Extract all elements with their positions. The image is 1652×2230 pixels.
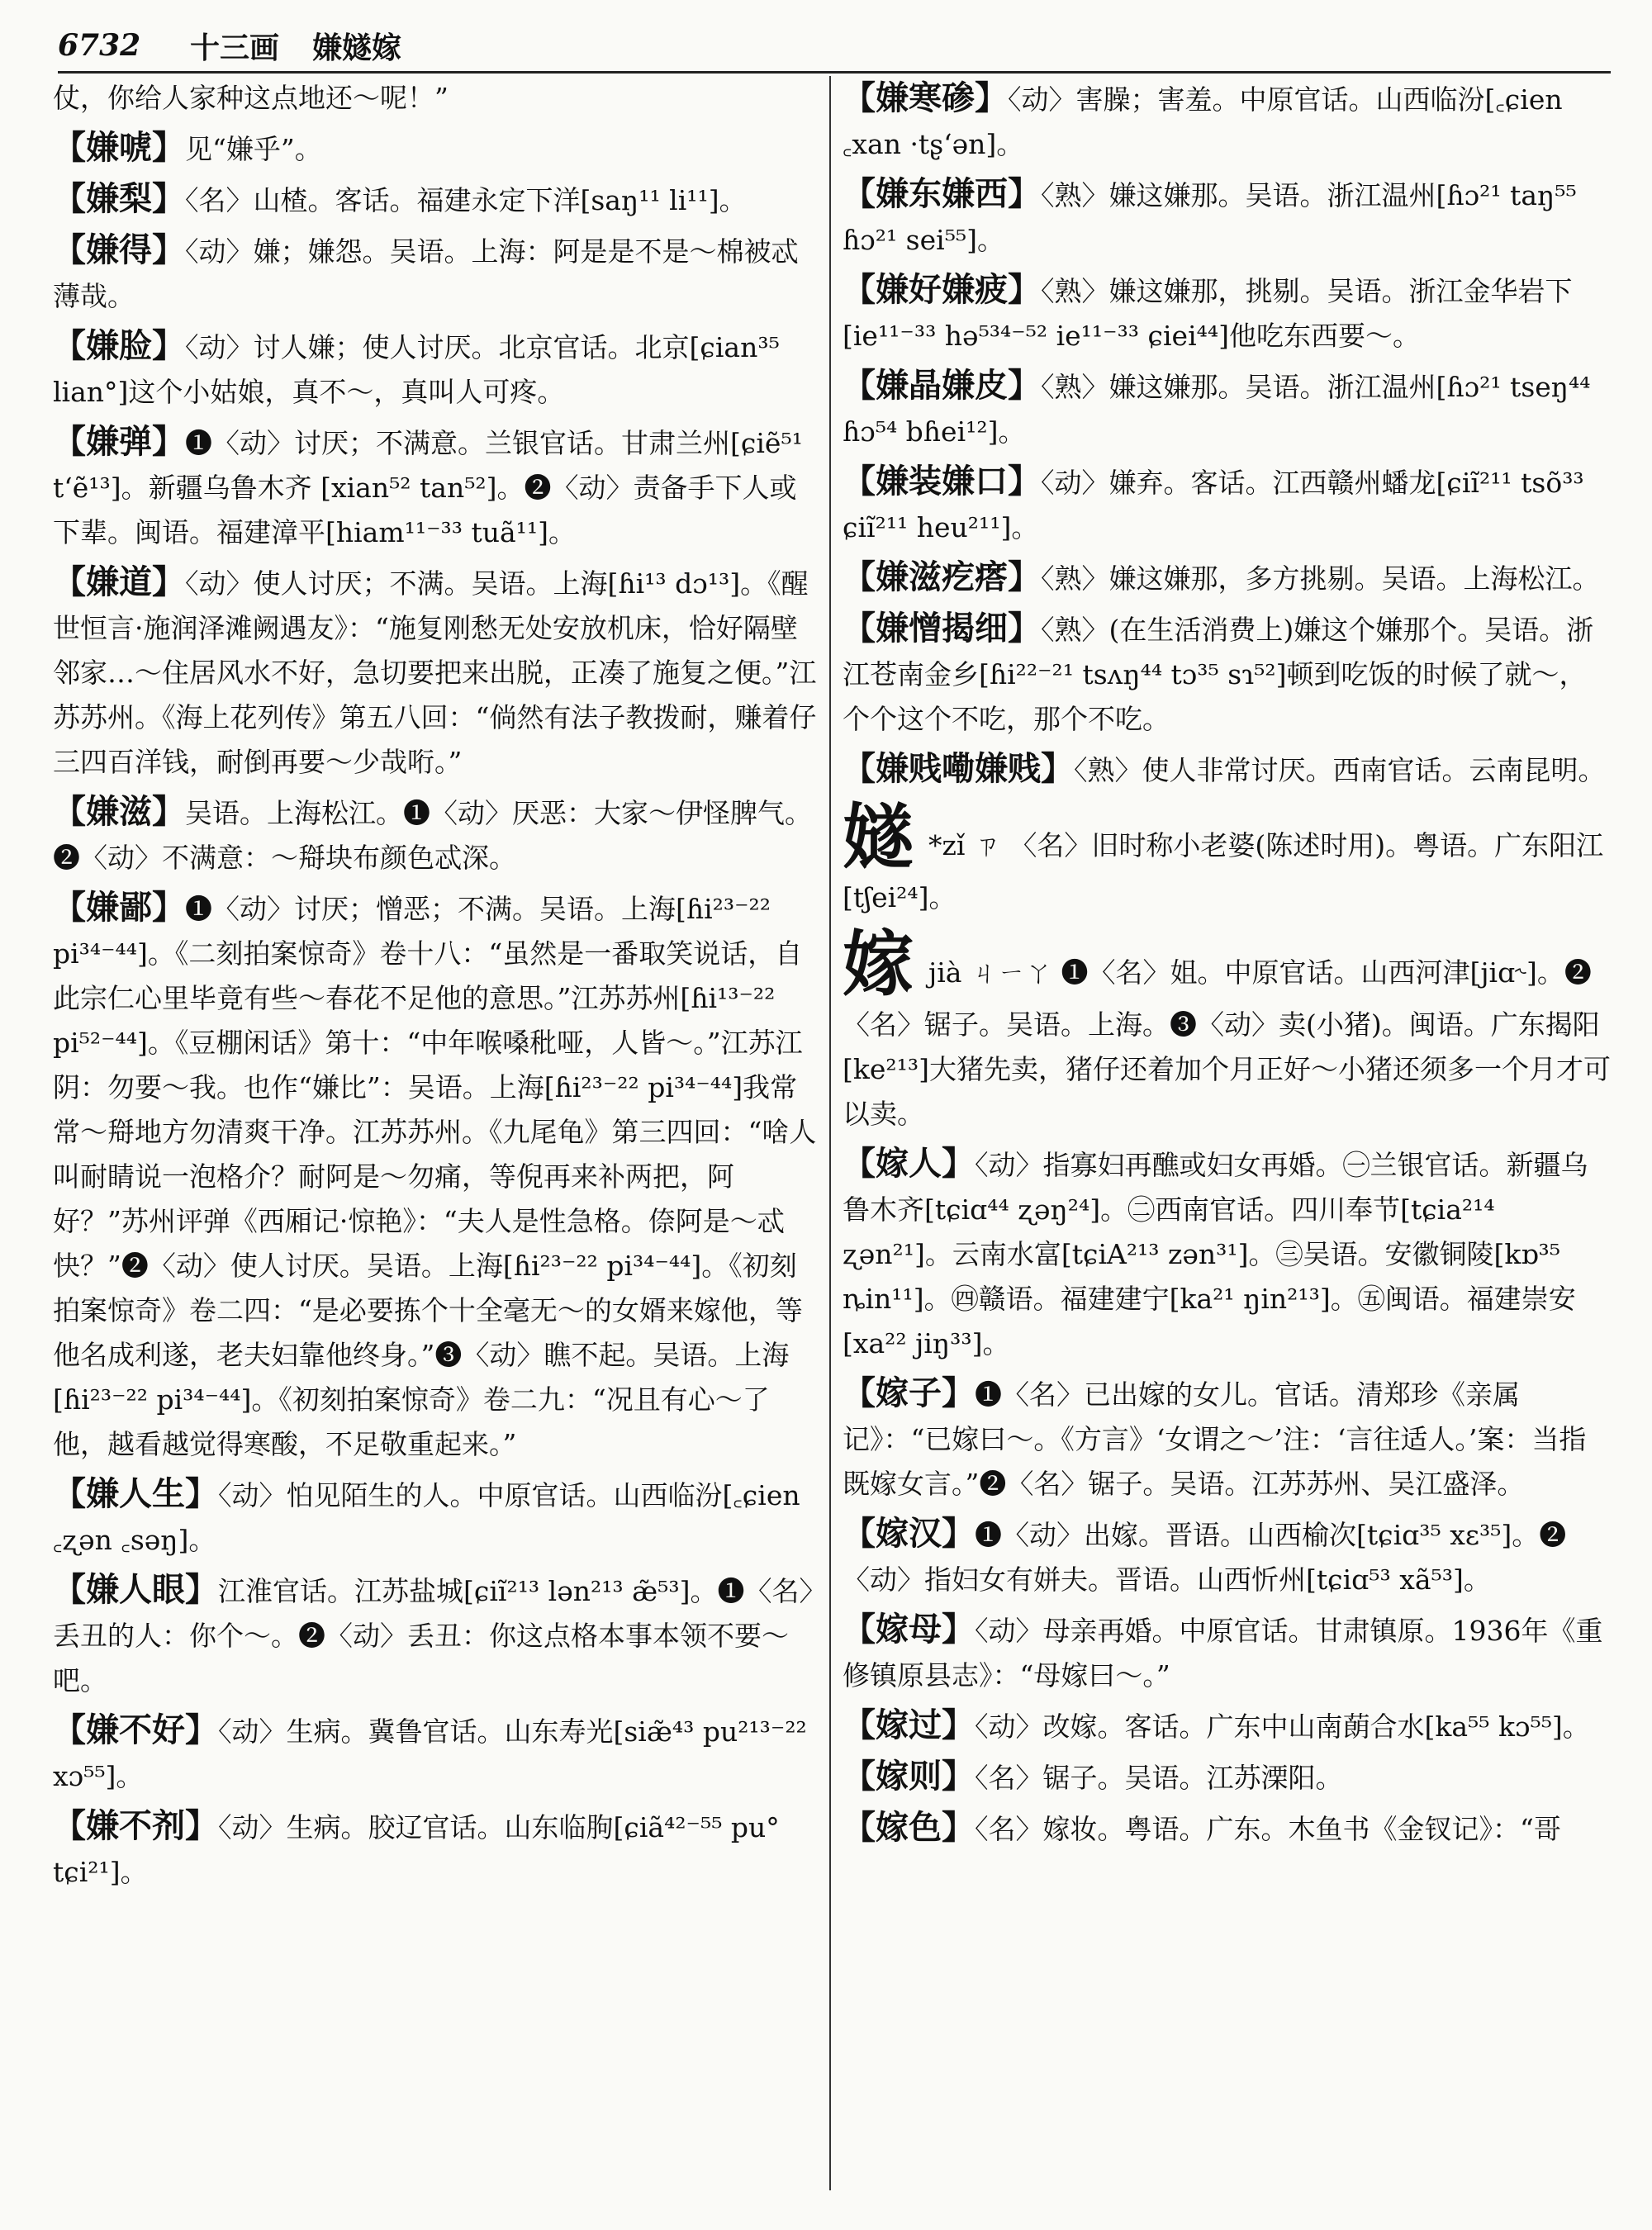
entry-text: 〈动〉嫌弃。客话。江西赣州蟠龙[ɕiĩ²¹¹ tsõ³³ ɕiĩ²¹¹ heu²¹¹]。: [843, 467, 1584, 543]
dictionary-entry: [53, 560, 821, 785]
dictionary-entry: [843, 606, 1611, 742]
entry-text: 仗，你给人家种这点地还～呢！”: [53, 82, 449, 114]
entry-text: 〈动〉生病。胶辽官话。山东临朐[ɕiã⁴²⁻⁵⁵ pu° tɕi²¹]。: [53, 1811, 780, 1888]
entry-text: 见“嫌乎”。: [185, 133, 322, 165]
entry-headword: 【嫁色】: [843, 1808, 975, 1847]
dictionary-entry: [53, 177, 821, 223]
character-entry: [843, 795, 1611, 920]
dictionary-entry: [843, 747, 1611, 793]
dictionary-entry: [843, 1754, 1611, 1801]
entry-headword: 【嫌脸】: [53, 326, 185, 365]
entry-headword: 【嫌好嫌疲】: [843, 270, 1041, 309]
entry-text: 〈名〉山楂。客话。福建永定下洋[saŋ¹¹ li¹¹]。: [185, 184, 747, 216]
dictionary-entry: [53, 1804, 821, 1895]
dictionary-entry: [53, 126, 821, 172]
entry-headword: 【嫌寒碜】: [843, 78, 1008, 117]
entry-headword: 【嫌不剂】: [53, 1806, 218, 1845]
entry-headword: 【嫁子】: [843, 1374, 975, 1412]
entry-headword: 【嫁则】: [843, 1757, 975, 1796]
stroke-section: 十三画: [190, 30, 280, 65]
dictionary-entry: [53, 790, 821, 880]
entry-text: 〈动〉嫌；嫌怨。吴语。上海：阿是是不是～棉被忒薄哉。: [53, 235, 799, 312]
dictionary-entry: [843, 268, 1611, 358]
entry-headword: 【嫌人眼】: [53, 1570, 218, 1609]
dictionary-entry: [843, 555, 1611, 601]
entry-text: 〈动〉指寡妇再醮或妇女再婚。㊀兰银官话。新疆乌鲁木齐[tɕiɑ⁴⁴ ʐəŋ²⁴]。㊁西南官话。四川奉节[tɕia²¹⁴ ʐən²¹]。云南水富[tɕiA²¹³ zən³¹]。㊂吴语。安徽铜陵[kɒ³⁵ ȵin¹¹]。㊃赣语。福建建宁[ka²¹ ŋin²¹³]。㊄闽语。福建崇安[xa²² jiŋ³³]。: [843, 1149, 1588, 1359]
entry-headword: 【嫌装嫌口】: [843, 462, 1041, 501]
entry-headword: 【嫁过】: [843, 1706, 975, 1744]
dictionary-entry: [53, 1472, 821, 1563]
entry-text: 〈动〉讨人嫌；使人讨厌。北京官话。北京[ɕian³⁵ lian°]这个小姑娘，真不～，真叫人可疼。: [53, 331, 780, 408]
entry-text: ❶〈动〉讨厌；憎恶；不满。吴语。上海[ɦi²³⁻²² pi³⁴⁻⁴⁴]。《二刻拍案惊奇》卷十八：“虽然是一番取笑说话，自此宗仁心里毕竟有些～春花不足他的意思。”江苏苏州[ɦi¹³⁻²² pi⁵²⁻⁴⁴]。《豆棚闲话》第十：“中年喉嗓秕哑，人皆～。”江苏江阴：勿要～我。也作“嫌比”：吴语。上海[ɦi²³⁻²² pi³⁴⁻⁴⁴]我常常～搿地方勿清爽干净。江苏苏州。《九尾龟》第三四回：“啥人叫耐睛说一泡格介？耐阿是～勿痛，等倪再来补两把，阿好？”苏州评弹《西厢记·惊艳》：“夫人是性急格。倷阿是～忒快？”❷〈动〉使人讨厌。吴语。上海[ɦi²³⁻²² pi³⁴⁻⁴⁴]。《初刻拍案惊奇》卷二四：“是必要拣个十全毫无～的女婿来嫁他，等他名成利遂，老夫妇靠他终身。”❸〈动〉瞧不起。吴语。上海[ɦi²³⁻²² pi³⁴⁻⁴⁴]。《初刻拍案惊奇》卷二九：“况且有心～了他，越看越觉得寒酸，不足敬重起来。”: [53, 893, 817, 1460]
entry-text: 〈熟〉(在生活消费上)嫌这个嫌那个。吴语。浙江苍南金乡[ɦi²²⁻²¹ tsʌŋ⁴⁴ tɔ³⁵ sɿ⁵²]顿到吃饭的时候了就～，个个这个不吃，那个不吃。: [843, 614, 1594, 735]
entry-headword: 【嫌滋疙瘩】: [843, 558, 1041, 596]
entry-headword: 【嫌梨】: [53, 179, 185, 218]
dictionary-entry: [53, 324, 821, 415]
dictionary-entry: [843, 172, 1611, 263]
entry-text: 〈动〉生病。冀鲁官话。山东寿光[siæ̃⁴³ pu²¹³⁻²² xɔ⁵⁵]。: [53, 1715, 807, 1792]
entry-text: 〈动〉害臊；害羞。中原官话。山西临汾[꜀ɕien ꜀xan ·tʂ‘ən]。: [843, 83, 1563, 160]
right-column: [843, 76, 1611, 1857]
entry-text: 〈名〉嫁妆。粤语。广东。木鱼书《金钗记》：“哥: [975, 1813, 1561, 1845]
entry-headword: 【嫌鄙】: [53, 888, 185, 927]
entry-text: 〈熟〉嫌这嫌那。吴语。浙江温州[ɦɔ²¹ tseŋ⁴⁴ ɦɔ⁵⁴ bɦei¹²]。: [843, 371, 1591, 448]
entry-character: 嬘: [843, 795, 914, 879]
entry-headword: 【嫌得】: [53, 230, 185, 269]
entry-headword: 【嫌晶嫌皮】: [843, 366, 1041, 405]
entry-headword: 【嫌贱嘞嫌贱】: [843, 749, 1074, 788]
entry-text: ❶〈名〉已出嫁的女儿。官话。清郑珍《亲属记》：“已嫁曰～。《方言》‘女谓之～’注：‘言往适人。’案：当指既嫁女言。”❷〈名〉锯子。吴语。江苏苏州、吴江盛泽。: [843, 1378, 1587, 1500]
entry-headword: 【嫌人生】: [53, 1474, 218, 1513]
dictionary-entry: [843, 1703, 1611, 1749]
dictionary-entry: [843, 76, 1611, 167]
page-header: [58, 20, 1611, 74]
entry-text: 〈动〉改嫁。客话。广东中山南蓢合水[ka⁵⁵ kɔ⁵⁵]。: [975, 1710, 1590, 1743]
entry-text: ❶〈动〉出嫁。晋语。山西榆次[tɕiɑ³⁵ xɛ³⁵]。❷〈动〉指妇女有姘夫。晋语。山西忻州[tɕiɑ⁵³ xã⁵³]。: [843, 1519, 1567, 1596]
entry-text: *zǐ ㄗ 〈名〉旧时称小老婆(陈述时用)。粤语。广东阳江[tʃei²⁴]。: [843, 829, 1604, 913]
dictionary-entry: [843, 1141, 1611, 1366]
entry-headword: 【嫁人】: [843, 1144, 975, 1183]
dictionary-entry: [843, 459, 1611, 550]
entry-text: 江淮官话。江苏盐城[ɕiĩ²¹³ lən²¹³ æ̃⁵³]。❶〈名〉丢丑的人：你个～。❷〈动〉丢丑：你这点格本事本领不要～吧。: [53, 1575, 814, 1696]
dictionary-entry: [53, 1568, 821, 1703]
dictionary-entry: [843, 1511, 1611, 1602]
entry-headword: 【嫁汉】: [843, 1514, 975, 1553]
entry-text: 〈熟〉嫌这嫌那，挑剔。吴语。浙江金华岩下[ie¹¹⁻³³ hə⁵³⁴⁻⁵² ie¹¹⁻³³ ɕiei⁴⁴]他吃东西要～。: [843, 275, 1573, 352]
dictionary-entry: [53, 420, 821, 555]
dictionary-entry: [843, 1371, 1611, 1506]
entry-text: ❶〈动〉讨厌；不满意。兰银官话。甘肃兰州[ɕiẽ⁵¹ t‘ẽ¹³]。新疆乌鲁木齐 [xian⁵² tan⁵²]。❷〈动〉责备手下人或下辈。闽语。福建漳平[hiam¹¹⁻³³ tuã¹¹]。: [53, 427, 803, 548]
left-column: [53, 76, 821, 1900]
entry-text: jià ㄐㄧㄚ ❶〈名〉姐。中原官话。山西河津[jiɑ˞]。❷〈名〉锯子。吴语。上海。❸〈动〉卖(小猪)。闽语。广东揭阳[ke²¹³]大猪先卖，猪仔还着加个月正好～小猪还须多一个月才可以卖。: [843, 956, 1611, 1130]
entry-headword: 【嫌憎揭细】: [843, 609, 1041, 648]
entry-text: 〈熟〉使人非常讨厌。西南官话。云南昆明。: [1074, 754, 1606, 786]
entry-text: 〈动〉使人讨厌；不满。吴语。上海[ɦi¹³ dɔ¹³]。《醒世恒言·施润泽滩阙遇友》：“施复刚愁无处安放机床，恰好隔壁邻家…～住居风水不好，急切要把来出脱，正凑了施复之便。”江苏苏州。《海上花列传》第五八回：“倘然有法子教拨耐，赚着仔三四百洋钱，耐倒再要～少哉哘。”: [53, 567, 817, 778]
dictionary-entry: [843, 1607, 1611, 1698]
entry-text: 〈熟〉嫌这嫌那，多方挑剔。吴语。上海松江。: [1041, 562, 1600, 595]
entry-text: 〈熟〉嫌这嫌那。吴语。浙江温州[ɦɔ²¹ taŋ⁵⁵ ɦɔ²¹ sei⁵⁵]。: [843, 179, 1577, 256]
entry-headword: 【嫌东嫌西】: [843, 174, 1041, 213]
entry-headword: 【嫌滋】: [53, 792, 185, 831]
column-divider: [829, 76, 831, 2190]
entry-character: 嫁: [843, 923, 914, 1006]
entry-text: 〈动〉怕见陌生的人。中原官话。山西临汾[꜀ɕien ꜀ʐən ꜀səŋ]。: [53, 1479, 800, 1556]
entry-text: 〈动〉母亲再婚。中原官话。甘肃镇原。1936年《重修镇原县志》：“母嫁曰～。”: [843, 1615, 1603, 1691]
entry-text: 〈名〉锯子。吴语。江苏溧阳。: [975, 1762, 1343, 1794]
entry-text: 吴语。上海松江。❶〈动〉厌恶：大家～伊怪脾气。❷〈动〉不满意：～搿块布颜色忒深。: [53, 797, 812, 874]
entry-headword: 【嫌道】: [53, 562, 185, 601]
dictionary-entry: [53, 228, 821, 319]
dictionary-entry: [843, 1805, 1611, 1852]
entry-headword: 【嫌唬】: [53, 128, 185, 167]
entry-headword: 【嫌不好】: [53, 1710, 218, 1749]
character-entry: [843, 923, 1611, 1136]
entry-headword: 【嫌弹】: [53, 422, 185, 461]
dictionary-entry: [53, 885, 821, 1467]
page-number: 6732: [58, 28, 141, 63]
dictionary-entry: [843, 363, 1611, 454]
entry-headword: 【嫁母】: [843, 1610, 975, 1649]
dictionary-entry: [53, 1708, 821, 1799]
continuation-text: [53, 76, 821, 121]
head-characters: 嫌嬘嫁: [312, 30, 402, 65]
